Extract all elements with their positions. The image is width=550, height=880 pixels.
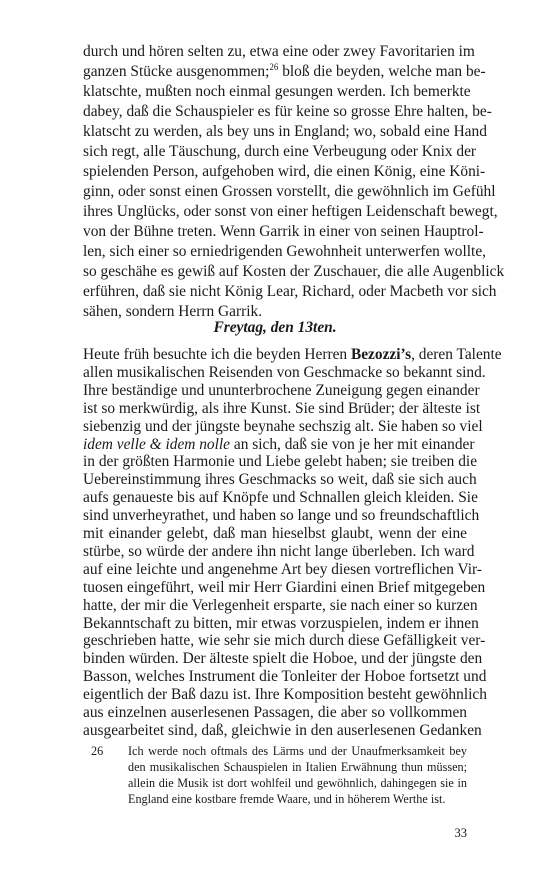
text-line: hatte, der mir die Verlegenheit ersparte, sie nach einer so kurzen xyxy=(83,596,478,614)
text-line: siebenzig und der jüngste beynahe sechszig alt. Sie haben so viel xyxy=(83,417,483,435)
page-number: 33 xyxy=(454,826,467,840)
text-line: ist so merkwürdig, als ihre Kunst. Sie sind Brüder; der älteste ist xyxy=(83,399,481,417)
text-line: eigentlich der Baß dazu ist. Ihre Komposition besteht gewöhnlich xyxy=(83,686,487,704)
text-line: ausgearbeitet sind, daß, gleichwie in den auserlesenen Gedanken xyxy=(83,722,482,739)
text-line: stürbe, so würde der andere ihn nicht lange überleben. Ich ward xyxy=(83,542,475,560)
text-line: ginn, oder sonst einen Grossen vorstellt, die gewöhnlich im Gefühl xyxy=(83,183,496,200)
text-line: klatscht zu werden, als bey uns in England; wo, sobald eine Hand xyxy=(83,123,487,140)
text-line: tuosen eingeführt, weil mir Herr Giardini einen Brief mitgegeben xyxy=(83,578,486,596)
text-line: ganzen Stücke ausgenommen;$^{26}$ bloß die beyden, welche man be- xyxy=(83,62,486,80)
text-line: aufs genaueste bis auf Knöpfe und Schnallen gleich kleiden. Sie xyxy=(83,489,478,507)
text-line: so geschähe es gewiß auf Kosten der Zuschauer, die alle Augenblick xyxy=(83,263,505,280)
text-line: mit einander gelebt, daß man hieselbst glaubt, wenn der eine xyxy=(83,525,467,543)
footnote-line: den musikalischen Schauspielen in Italien Erwähnung thun müssen; xyxy=(128,760,467,774)
text-line: von der Bühne treten. Wenn Garrik in einer von seinen Hauptrol- xyxy=(83,223,484,240)
text-line: sähen, sondern Herrn Garrik. xyxy=(83,303,263,320)
text-line: erführen, daß sie nicht König Lear, Richard, oder Macbeth vor sich xyxy=(83,283,497,300)
text-line: Bekanntschaft zu bitten, mir etwas vorzuspielen, indem er ihnen xyxy=(83,614,479,632)
text-line: Uebereinstimmung ihres Geschmacks so weit, daß sie sich auch xyxy=(83,471,477,489)
text-line: dabey, daß die Schauspieler es für keine so grosse Ehre halten, be- xyxy=(83,103,492,120)
text-line: aus einzelnen auserlesenen Passagen, die aber so vollkommen xyxy=(83,704,467,722)
text-line: Ihre beständige und ununterbrochene Zuneigung gegen einander xyxy=(83,381,480,399)
text-line: auf eine leichte und angenehme Art bey diesen vortreflichen Vir- xyxy=(83,560,482,578)
text-line: Basson, welches Instrument die Tonleiter der Hoboe fortsetzt und xyxy=(83,668,487,686)
text-line: Heute früh besuchte ich die beyden Herren Bezozzi’s, deren Talente xyxy=(83,346,502,363)
footnote-line: Ich werde noch oftmals des Lärms und der Unaufmerksamkeit bey xyxy=(128,744,467,758)
text-line: binden würden. Der älteste spielt die Hoboe, und der jüngste den xyxy=(83,650,483,668)
text-line: sich regt, alle Täuschung, durch eine Verbeugung oder Knix der xyxy=(83,143,477,160)
footnote-number: 26 xyxy=(91,744,104,758)
text-line: allen musikalischen Reisenden von Geschmacke so bekannt sind. xyxy=(83,363,486,381)
text-line: geschrieben hatte, wie sehr sie mich durch diese Gefälligkeit ver- xyxy=(83,632,486,650)
text-line: klatschte, mußten noch einmal gesungen werden. Ich bemerkte xyxy=(83,83,471,100)
text-line: ihres Unglücks, oder sonst von einer heftigen Leidenschaft bewegt, xyxy=(83,203,498,220)
footnote-line: allein die Musik ist dort wohlfeil und gewöhnlich, dahingegen sie in xyxy=(128,776,467,790)
text-line: durch und hören selten zu, etwa eine oder zwey Favoritarien im xyxy=(83,43,475,60)
footnote-ref[interactable]: 26 xyxy=(269,62,279,72)
text-line: sind unverheyrathet, und haben so lange und so freundschaftlich xyxy=(83,507,480,525)
text-line: spielenden Person, aufgehoben wird, die einen König, eine Köni- xyxy=(83,163,486,180)
text-line: in der größten Harmonie und Liebe gelebt haben; sie treiben die xyxy=(83,453,478,471)
text-line: idem velle & idem nolle an sich, daß sie von je her mit einander xyxy=(83,435,475,453)
footnote-line: England eine kostbare fremde Waare, und in höherem Werthe ist. xyxy=(128,792,446,806)
section-heading: Freytag, den 13ten. xyxy=(213,319,337,336)
text-line: len, sich einer so erniedrigenden Gewohnheit unterwerfen wollte, xyxy=(83,243,487,260)
